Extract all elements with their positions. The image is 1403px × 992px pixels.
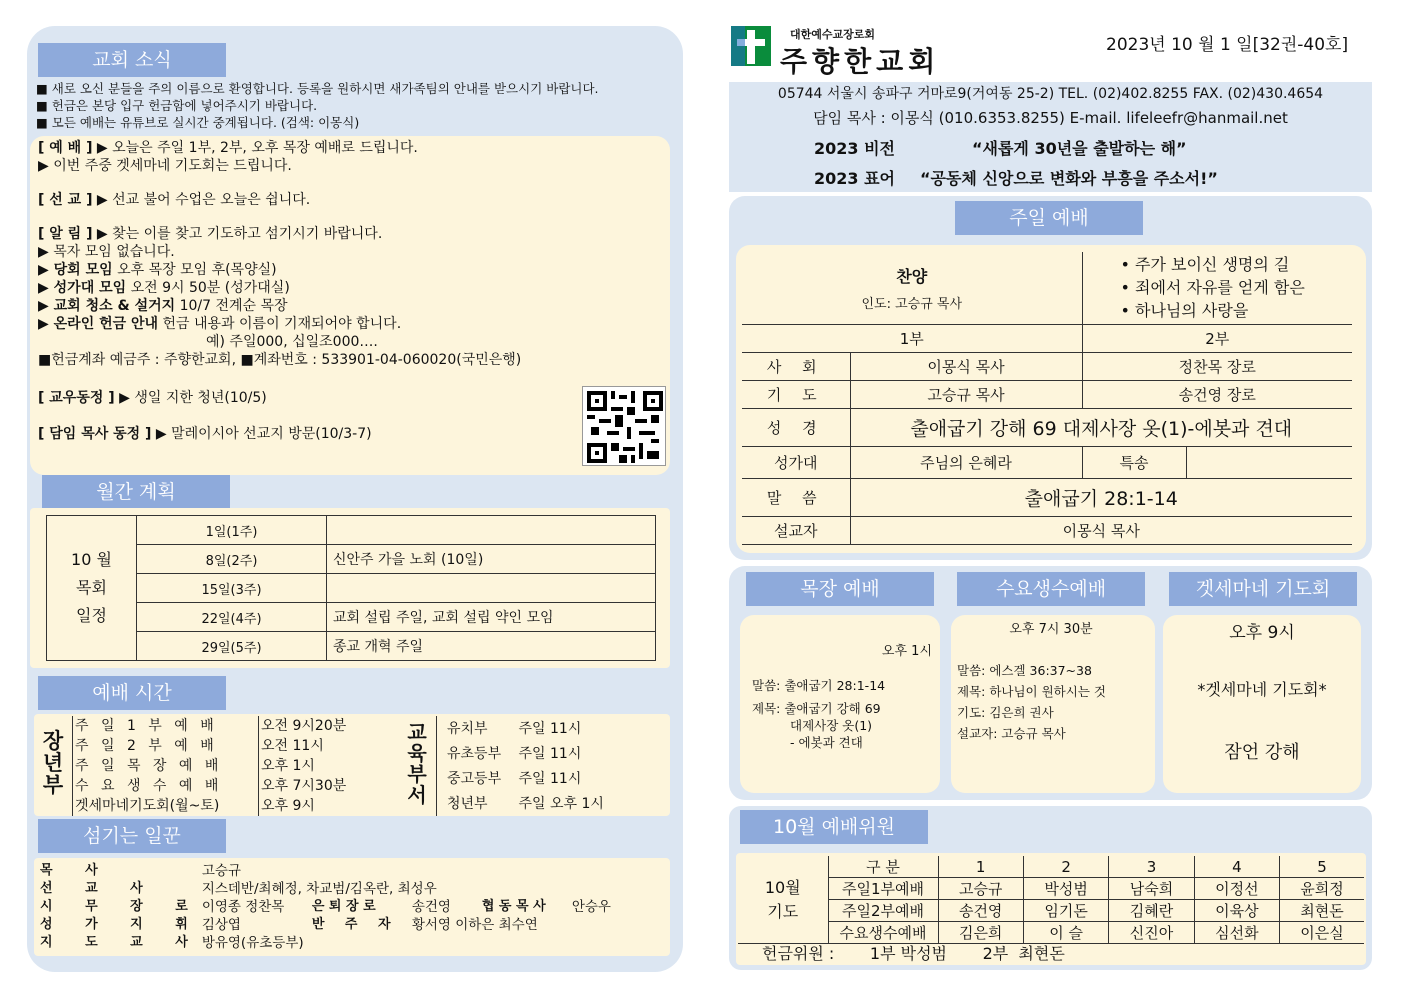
month-event [327, 516, 656, 545]
roster-cell: 신진아 [1109, 922, 1194, 944]
church-name: 주향한교회 [780, 45, 941, 78]
roster-label: 10월 기도 [738, 856, 828, 944]
roster-cell: 김혜란 [1109, 900, 1194, 922]
roster-table [738, 856, 1364, 944]
motto-text: “공동체 신앙으로 변화와 부흥을 주소서!” [920, 169, 1218, 188]
item-label: ▶ 온라인 헌금 안내 [38, 316, 159, 332]
announce-tag: [ 알 림 ] [38, 226, 93, 242]
item-label: ▶ 당회 모임 [38, 262, 113, 278]
worship-notice: ▶ 이번 주중 겟세마네 기도회는 드립니다. [38, 158, 292, 174]
service-name: 주 일 1 부 예 배 [75, 718, 218, 734]
monthly-plan-header: 월간 계획 [42, 475, 230, 509]
dept-name: 중고등부 [447, 770, 502, 787]
service-name: 주 일 2 부 예 배 [75, 738, 218, 754]
news-content [38, 139, 578, 443]
church-logo-icon [731, 26, 771, 66]
roster-col-header: 3 [1109, 856, 1194, 878]
offering-committee: 헌금위원 : 1부 박성범 2부 최현돈 [762, 944, 1065, 963]
wednesday-worship-header: 수요생수예배 [957, 572, 1145, 606]
denomination: 대한예수교장로회 [790, 28, 876, 41]
gethsemane-topic: 잠언 강해 [1224, 742, 1300, 763]
worker-role: 은 퇴 장 로 [311, 899, 376, 914]
worker-names: 안승우 [571, 899, 611, 915]
host-part2: 정찬목 장로 [1082, 352, 1352, 380]
roster-col-header: 5 [1280, 856, 1364, 878]
service-time: 오전 9시20분 [259, 716, 391, 736]
education-label: 교육부서 [407, 720, 427, 807]
month-date: 22일(4주) [137, 603, 327, 632]
announce-line: ▶ 찾는 이를 찾고 기도하고 섬기시기 바랍니다. [96, 226, 383, 242]
monthly-table [46, 515, 656, 661]
roster-service: 수요생수예배 [828, 922, 938, 944]
worker-role: 성 가 지 휘 [40, 917, 202, 932]
month-event: 종교 개혁 주일 [327, 632, 656, 661]
part2-header: 2부 [1082, 324, 1352, 352]
song-list [1082, 252, 1352, 324]
word-text: 출애굽기 28:1-14 [850, 478, 1352, 516]
qr-code-icon[interactable] [582, 386, 666, 466]
pastor-news-tag: [ 담임 목사 동정 ] [38, 426, 152, 442]
dept-time: 주일 11시 [518, 720, 582, 737]
member-news-tag: [ 교우동정 ] [38, 390, 115, 406]
worker-names: 이영종 정찬목 [201, 899, 285, 915]
worker-role: 목 사 [40, 863, 112, 878]
gethsemane-name: *겟세마네 기도회* [1197, 680, 1327, 699]
scripture-label: 성 경 [742, 408, 850, 446]
part1-header: 1부 [742, 324, 1082, 352]
month-date: 29일(5주) [137, 632, 327, 661]
worker-role: 협 동 목 사 [481, 899, 546, 914]
prayer-part2: 송건영 장로 [1082, 380, 1352, 408]
monthly-label: 10 월 목회 일정 [47, 516, 137, 661]
service-name: 주 일 목 장 예 배 [75, 758, 223, 774]
roster-cell: 송건영 [938, 900, 1023, 922]
worker-names: 김상엽 [201, 917, 241, 933]
gethsemane-header: 겟세마네 기도회 [1169, 572, 1357, 606]
month-date: 15일(3주) [137, 574, 327, 603]
pastor-contact: 담임 목사 : 이몽식 (010.6353.8255) E-mail. lifeleefr@hanmail.net [813, 109, 1288, 127]
choir-song: 주님의 은혜라 [850, 446, 1082, 478]
item-text: 헌금 내용과 이름이 기재되어야 합니다. [158, 316, 402, 332]
month-date: 8일(2주) [137, 545, 327, 574]
prayer-label: 기 도 [742, 380, 850, 408]
worker-names: 송건영 [411, 899, 451, 915]
church-news-header: 교회 소식 [38, 43, 226, 77]
roster-col-header: 2 [1023, 856, 1108, 878]
host-label: 사 회 [742, 352, 850, 380]
bulletin-date: 2023년 10 월 1 일[32권-40호] [1106, 35, 1349, 55]
dept-name: 유치부 [447, 720, 488, 737]
service-name: 수 요 생 수 예 배 [75, 778, 223, 794]
prayer-part1: 고승규 목사 [850, 380, 1082, 408]
praise-cell [742, 252, 1082, 324]
roster-col-header: 1 [938, 856, 1023, 878]
scripture-text: 출애굽기 강해 69 대제사장 옷(1)-에봇과 견대 [850, 408, 1352, 446]
praise-label: 찬양 [896, 266, 928, 286]
vision-label: 2023 비전 [814, 139, 896, 158]
special-song [1186, 446, 1352, 478]
adult-label: 장년부 [42, 729, 64, 797]
item-text: 오후 목장 모임 후(목양실) [112, 262, 277, 278]
worker-role: 선 교 사 [40, 881, 157, 896]
pastor-news: ▶ 말레이시아 선교지 방문(10/3-7) [155, 426, 372, 442]
roster-cell: 이정선 [1194, 878, 1279, 900]
dept-time: 주일 11시 [518, 770, 582, 787]
workers-header: 섬기는 일꾼 [38, 819, 226, 853]
month-event [327, 574, 656, 603]
roster-col-header: 4 [1194, 856, 1279, 878]
cell-time: 오후 1시 [881, 644, 932, 659]
bank-account: ■헌금계좌 예금주 : 주향한교회, ■계좌번호 : 533901-04-060020(국민은행) [38, 352, 522, 368]
roster-cell: 최현돈 [1280, 900, 1364, 922]
worker-names: 방유영(유초등부) [201, 935, 304, 951]
cell-subject: 제목: 출애굽기 강해 69 대제사장 옷(1) - 에봇과 견대 [752, 701, 881, 750]
notice-line: ■ 새로 오신 분들을 주의 이름으로 환영합니다. 등록을 원하시면 새가족팀의 안내를 받으시기 바랍니다. [36, 81, 599, 96]
roster-cell: 윤희정 [1280, 878, 1364, 900]
service-name: 겟세마네기도회(월~토) [75, 798, 220, 814]
worker-role: 지 도 교 사 [40, 935, 202, 950]
roster-cell: 이은실 [1280, 922, 1364, 944]
notice-line: ■ 헌금은 본당 입구 헌금함에 넣어주시기 바랍니다. [36, 98, 318, 113]
host-part1: 이몽식 목사 [850, 352, 1082, 380]
worship-tag: [ 예 배 ] [38, 140, 93, 156]
mission-tag: [ 선 교 ] [38, 192, 93, 208]
member-news: ▶ 생일 지한 청년(10/5) [119, 390, 267, 406]
general-notices [36, 80, 599, 131]
praise-leader: 인도: 고승규 목사 [861, 296, 963, 312]
mission-notice: ▶ 선교 불어 수업은 오늘은 쉽니다. [96, 192, 311, 208]
wednesday-time: 오후 7시 30분 [1009, 622, 1093, 637]
cell-worship-header: 목장 예배 [746, 572, 934, 606]
preacher-name: 이몽식 목사 [850, 516, 1352, 544]
gethsemane-time: 오후 9시 [1229, 623, 1295, 643]
item-label: ▶ 성가대 모임 [38, 280, 127, 296]
dept-time: 주일 11시 [518, 745, 582, 762]
roster-cell: 고승규 [938, 878, 1023, 900]
dept-time: 주일 오후 1시 [518, 795, 604, 812]
motto-label: 2023 표어 [814, 169, 896, 188]
roster-cell: 이육상 [1194, 900, 1279, 922]
roster-cell: 이 슬 [1023, 922, 1108, 944]
song-item: • 주가 보이신 생명의 길 [1120, 255, 1290, 275]
church-address: 05744 서울시 송파구 거마로9(거여동 25-2) TEL. (02)402.8255 FAX. (02)430.4654 [777, 86, 1324, 102]
roster-header: 10월 예배위원 [740, 810, 928, 844]
dept-name: 청년부 [447, 795, 488, 812]
worker-names: 고승규 [201, 863, 241, 879]
roster-col-header: 구 분 [828, 856, 938, 878]
preacher-label: 설교자 [742, 516, 850, 544]
item-text: 오전 9시 50분 (성가대실) [126, 280, 290, 296]
choir-label: 성가대 [742, 446, 850, 478]
cell-word: 말씀: 출애굽기 28:1-14 [752, 678, 886, 693]
service-time: 오후 1시 [259, 756, 391, 776]
roster-cell: 박성범 [1023, 878, 1108, 900]
song-item: • 죄에서 자유를 얻게 함은 [1120, 278, 1305, 298]
offering-example: 예) 주일000, 십일조000…. [206, 334, 378, 350]
sunday-order-table [742, 252, 1352, 545]
word-label: 말 씀 [742, 478, 850, 516]
service-times-header: 예배 시간 [38, 676, 226, 710]
roster-cell: 임기돈 [1023, 900, 1108, 922]
item-text: 10/7 전계순 목장 [175, 298, 288, 314]
education-schedule [436, 716, 606, 816]
roster-service: 주일2부예배 [828, 900, 938, 922]
adult-schedule [72, 716, 391, 816]
roster-cell: 심선화 [1194, 922, 1279, 944]
month-date: 1일(1주) [137, 516, 327, 545]
roster-cell: 남숙희 [1109, 878, 1194, 900]
special-label: 특송 [1082, 446, 1186, 478]
notice-line: ■ 모든 예배는 유튜브로 실시간 중계됩니다. (검색: 이몽식) [36, 115, 360, 130]
worker-names: 황서영 이하은 최수연 [411, 917, 538, 933]
service-time: 오전 11시 [259, 736, 391, 756]
roster-service: 주일1부예배 [828, 878, 938, 900]
worker-role: 시 무 장 로 [40, 899, 202, 914]
song-item: • 하나님의 사랑을 [1120, 301, 1249, 321]
wednesday-details: 말씀: 에스겔 36:37~38 제목: 하나님이 원하시는 것 기도: 김은희 권사 설교자: 고승규 목사 [957, 663, 1106, 741]
service-time: 오후 9시 [259, 796, 391, 816]
workers-table [40, 862, 611, 952]
announce-line: ▶ 목자 모임 없습니다. [38, 244, 175, 260]
month-event: 신안주 가을 노회 (10일) [327, 545, 656, 574]
month-event: 교회 설립 주일, 교회 설립 약인 모임 [327, 603, 656, 632]
service-time: 오후 7시30분 [259, 776, 391, 796]
worker-names: 지스데반/최혜정, 차교범/김옥란, 최성우 [201, 881, 437, 897]
sunday-worship-header: 주일 예배 [955, 201, 1143, 235]
dept-name: 유초등부 [447, 745, 502, 762]
worker-role: 반 주 자 [311, 917, 399, 932]
vision-text: “새롭게 30년을 출발하는 해” [972, 139, 1187, 158]
worship-notice: ▶ 오늘은 주일 1부, 2부, 오후 목장 예배로 드립니다. [96, 140, 418, 156]
item-label: ▶ 교회 청소 & 설거지 [38, 298, 176, 314]
roster-cell: 김은희 [938, 922, 1023, 944]
